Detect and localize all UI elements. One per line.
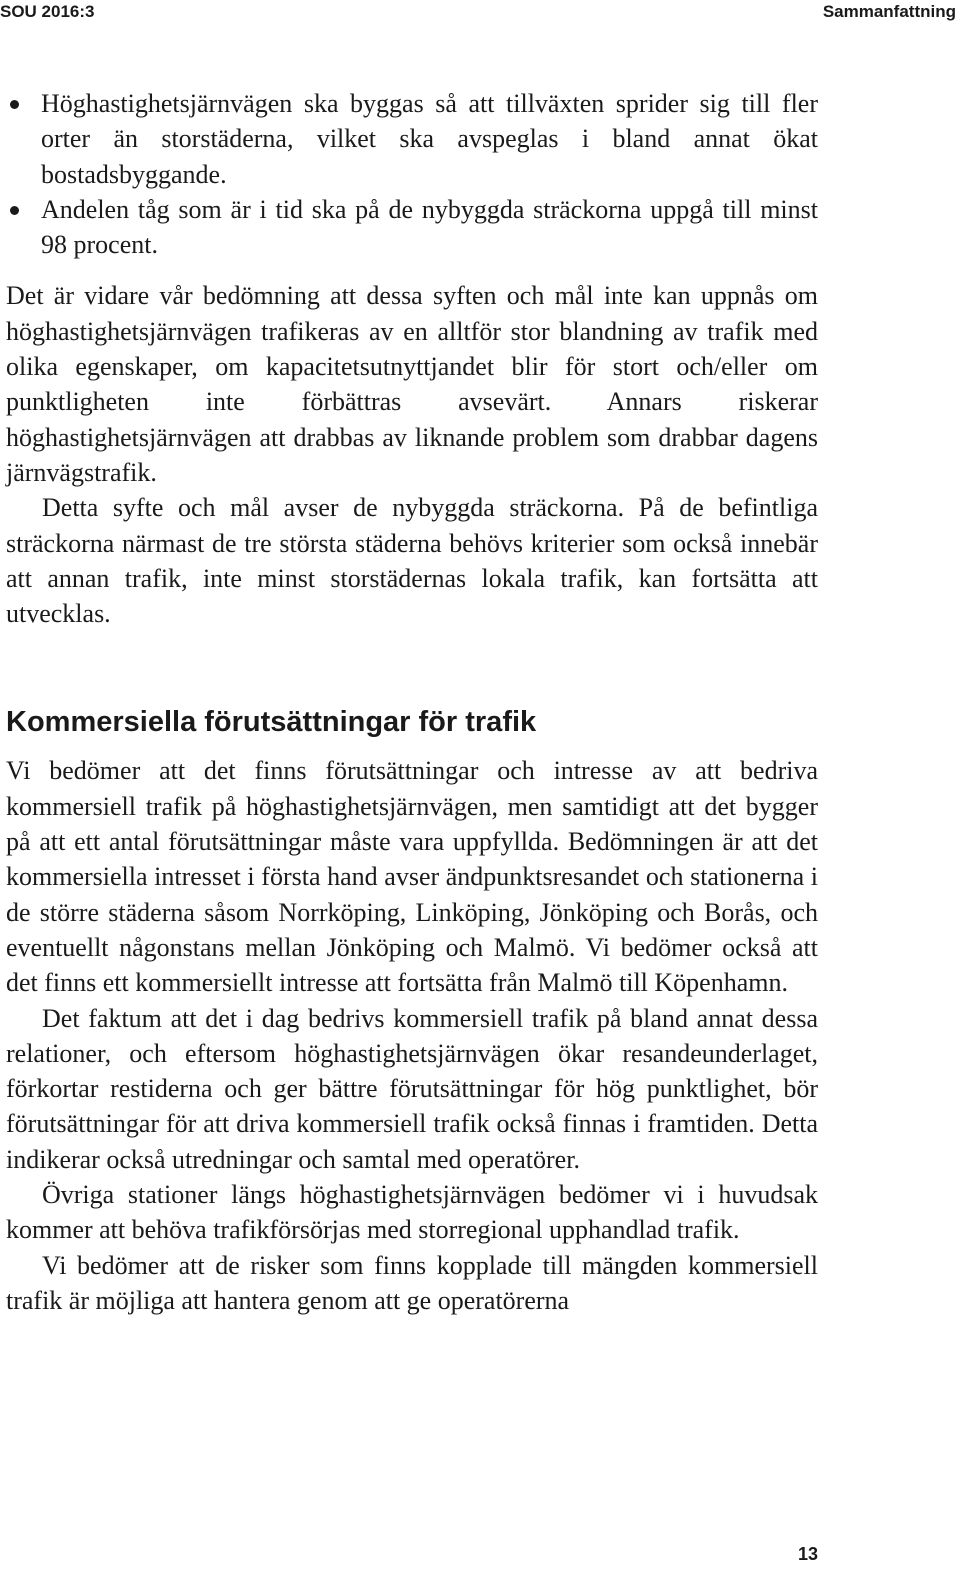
page-number: 13	[797, 1544, 818, 1564]
paragraph: Vi bedömer att de risker som finns kopplade till mängden kommersiell trafik är möjliga att hantera genom att ge operatörerna	[6, 1250, 818, 1315]
page-body	[6, 86, 818, 1318]
document-reference: SOU 2016:3	[0, 2, 95, 21]
section-heading: Kommersiella förutsättningar för trafik	[6, 706, 537, 739]
paragraph: Övriga stationer längs höghastighetsjärnvägen bedömer vi i huvudsak kommer att behöva trafikförsörjas med storregional upphandlad trafik.	[6, 1180, 818, 1245]
list-item	[6, 192, 818, 263]
paragraph: Vi bedömer att det finns förutsättningar och intresse av att bedriva kommersiell trafik på höghastighetsjärnvägen, men samtidigt att det bygger på att ett antal förutsättningar måste vara uppfyllda. Bedömningen är att det kommersiella intresset i första hand avser ändpunktsresandet och stationerna i de större städerna såsom Norrköping, Linköping, Jönköping och Borås, och eventuellt någonstans mellan Jönköping och Malmö. Vi bedömer också att det finns ett kommersiellt intresse att fortsätta från Malmö till Köpenhamn.	[6, 756, 818, 998]
bullet-text: Andelen tåg som är i tid ska på de nybyggda sträckorna uppgå till minst 98 procent.	[41, 194, 818, 260]
list-item	[6, 86, 818, 192]
paragraph: Det faktum att det i dag bedrivs kommersiell trafik på bland annat dessa relationer, och eftersom höghastighetsjärnvägen ökar resandeunderlaget, förkortar restiderna och ger bättre förutsättningar för hög punktlighet, bör förutsättningar för att driva kommersiell trafik också finnas i framtiden. Detta indikerar också utredningar och samtal med operatörer.	[6, 1003, 818, 1174]
paragraph: Det är vidare vår bedömning att dessa syften och mål inte kan uppnås om höghastighetsjärnvägen trafikeras av en alltför stor blandning av trafik med olika egenskaper, om kapacitetsutnyttjandet blir för stort och/eller om punktligheten inte förbättras avsevärt. Annars riskerar höghastighetsjärnvägen att drabbas av liknande problem som drabbar dagens järnvägstrafik.	[6, 281, 818, 487]
intro-text	[6, 278, 818, 631]
bullet-text: Höghastighetsjärnvägen ska byggas så att tillväxten sprider sig till fler orter än storstäderna, vilket ska avspeglas i bland annat ökat bostadsbyggande.	[41, 89, 818, 189]
running-header	[0, 0, 960, 24]
bullet-list	[6, 86, 818, 262]
paragraph: Detta syfte och mål avser de nybyggda sträckorna. På de befintliga sträckorna närmast de tre största städerna behövs kriterier som också innebär att annan trafik, inte minst storstädernas lokala trafik, kan fortsätta att utvecklas.	[6, 493, 818, 629]
chapter-title: Sammanfattning	[822, 2, 956, 21]
bullet-icon	[10, 100, 19, 109]
section-body	[6, 753, 818, 1318]
bullet-icon	[10, 206, 19, 215]
